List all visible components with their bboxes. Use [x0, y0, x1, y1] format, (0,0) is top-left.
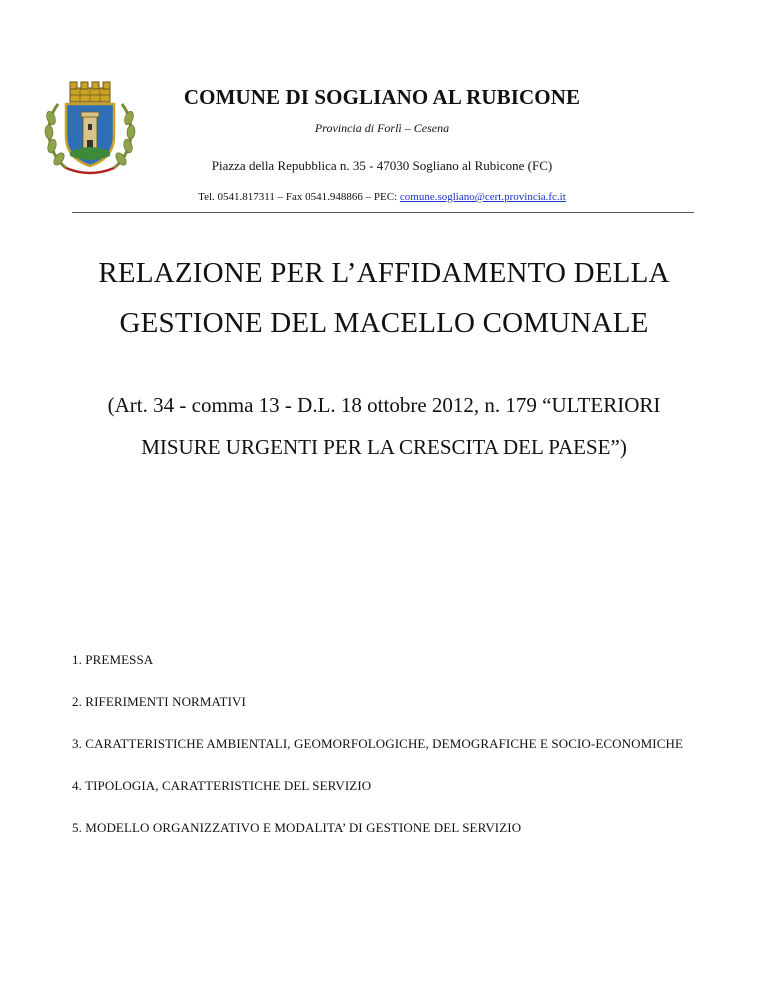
address-line: Piazza della Repubblica n. 35 - 47030 Sogliano al Rubicone (FC)	[211, 158, 553, 173]
document-subtitle	[40, 384, 728, 468]
table-of-contents	[72, 650, 712, 860]
title-line-2: GESTIONE DEL MACELLO COMUNALE	[119, 307, 649, 339]
toc-item: 5. MODELLO ORGANIZZATIVO E MODALITA’ DI GESTIONE DEL SERVIZIO	[72, 820, 522, 835]
contacts-line	[72, 191, 692, 203]
toc-item: 2. RIFERIMENTI NORMATIVI	[72, 694, 246, 709]
toc-item: 4. TIPOLOGIA, CARATTERISTICHE DEL SERVIZIO	[72, 778, 372, 793]
toc-item: 1. PREMESSA	[72, 652, 154, 667]
document-title	[40, 248, 728, 348]
title-line-1: RELAZIONE PER L’AFFIDAMENTO DELLA	[98, 257, 670, 289]
header-divider	[72, 212, 694, 213]
contacts-text: Tel. 0541.817311 – Fax 0541.948866 – PEC:	[198, 191, 400, 203]
organization-name: COMUNE DI SOGLIANO AL RUBICONE	[183, 85, 581, 109]
province-line: Provincia di Forlì – Cesena	[314, 121, 450, 135]
toc-item: 3. CARATTERISTICHE AMBIENTALI, GEOMORFOLOGICHE, DEMOGRAFICHE E SOCIO-ECONOMICHE	[72, 736, 683, 751]
pec-email-link[interactable]: comune.sogliano@cert.provincia.fc.it	[399, 191, 566, 203]
subtitle-line-2: MISURE URGENTI PER LA CRESCITA DEL PAESE”)	[141, 435, 627, 459]
subtitle-line-1: (Art. 34 - comma 13 - D.L. 18 ottobre 2012, n. 179 “ULTERIORI	[107, 393, 661, 417]
